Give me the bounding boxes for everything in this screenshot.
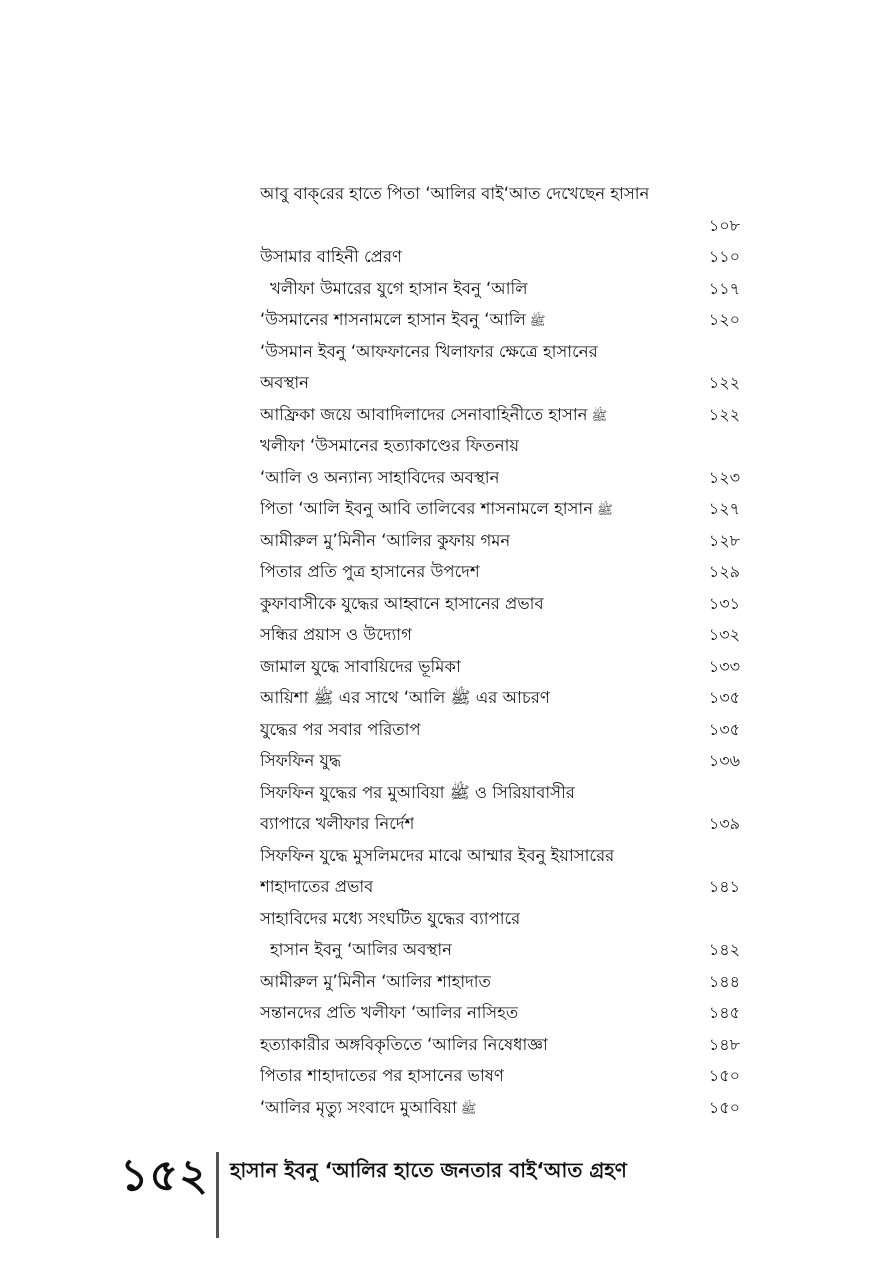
toc-entry-title: আমীরুল মু’মিনীন ‘আলির শাহাদাত [260,971,491,991]
running-title: হাসান ইবনু ‘আলির হাতে জনতার বাই‘আত গ্রহণ [230,1158,627,1182]
toc-entry-title: যুদ্ধের পর সবার পরিতাপ [260,719,421,739]
toc-entry [260,273,740,305]
toc-entry [260,241,740,273]
toc-entry-title: ‘উসমানের শাসনামলে হাসান ইবনু ‘আলি [260,310,526,329]
toc-entry-title: অবস্থান [260,373,310,392]
honorific-glyph: ﷺ [591,408,608,424]
toc-line [260,903,740,935]
toc-line [260,966,740,998]
toc-page-number: ১৩৩ [708,656,740,676]
toc-entry [260,682,740,714]
toc-entry [260,588,740,620]
toc-entry-title: পিতা ‘আলি ইবনু আবি তালিবের শাসনামলে হাসান [260,499,594,518]
toc-page-number: ১৩১ [708,593,740,613]
toc-entry-title: ‘আলি ও অন্যান্য সাহাবিদের অবস্থান [260,467,500,487]
toc-entry-title: আফ্রিকা জয়ে আবাদিলাদের সেনাবাহিনীতে হাসান [260,404,588,424]
toc-entry [260,777,740,840]
toc-entry [260,336,740,399]
toc-line [260,273,740,305]
toc-line [260,430,740,462]
toc-line [260,367,740,399]
toc-page-number: ১৪৮ [708,1034,740,1054]
toc-page-number: ১৫০ [708,1066,740,1085]
toc-page-number: ১২৩ [708,467,740,487]
toc-line [260,1060,740,1092]
toc-page-number: ১২৮ [708,530,740,550]
toc-page-number: ১২৭ [708,499,740,518]
toc-line [260,399,740,431]
table-of-contents [260,178,740,1123]
toc-page-number: ১২২ [708,404,740,424]
toc-entry [260,714,740,746]
toc-page-number: ১২৯ [708,562,740,581]
toc-entry [260,966,740,998]
toc-line [260,840,740,872]
honorific-glyph: ﷺ [460,1101,477,1117]
toc-page-number: ১২০ [708,310,740,329]
toc-entry-title: আমীরুল মু’মিনীন ‘আলির কুফায় গমন [260,530,511,550]
toc-entry-title: ‘আলির মৃত্যু সংবাদে মুআবিয়া [260,1097,457,1117]
toc-entry-title: পিতার শাহাদাতের পর হাসানের ভাষণ [260,1066,504,1085]
toc-line [260,462,740,494]
toc-line [260,934,740,966]
toc-line [260,1029,740,1061]
toc-page-number: ১৩৯ [708,814,740,833]
toc-entry-title: পিতার প্রতি পুত্র হাসানের উপদেশ [260,562,480,581]
toc-entry [260,493,740,525]
toc-entry-title: হত্যাকারীর অঙ্গবিকৃতিতে ‘আলির নিষেধাজ্ঞা [260,1034,548,1054]
toc-page-number: ১৩৫ [708,688,740,707]
toc-page-number: ১৪২ [708,940,740,959]
toc-entry-title: সন্ধির প্রয়াস ও উদ্যোগ [260,625,412,644]
toc-entry-title: হাসান ইবনু ‘আলির অবস্থান [270,940,452,959]
toc-line [260,210,740,242]
toc-page-number: ১৪১ [708,877,740,896]
page-footer [120,1142,820,1242]
toc-page-number: ১৪৫ [708,1003,740,1022]
toc-entry [260,651,740,683]
toc-line [260,304,740,336]
toc-entry-title: শাহাদাতের প্রভাব [260,877,374,896]
toc-page-number: ১৩৬ [708,751,740,770]
toc-line [260,336,740,368]
toc-line [260,871,740,903]
toc-line [260,241,740,273]
toc-line [260,808,740,840]
toc-entry [260,1092,740,1124]
toc-entry-title: আবু বাক্‌রের হাতে পিতা ‘আলির বাই‘আত দেখেছেন হাসান [260,184,650,203]
toc-line [260,682,740,714]
toc-entry-title: সিফফিন যুদ্ধের পর মুআবিয়া ﷺ ও সিরিয়াবাসীর [260,782,575,802]
toc-entry [260,1060,740,1092]
toc-entry-title: সন্তানদের প্রতি খলীফা ‘আলির নাসিহত [260,1003,519,1022]
toc-entry [260,556,740,588]
toc-page-number: ১১৭ [708,278,740,298]
toc-entry [260,430,740,493]
toc-line [260,997,740,1029]
toc-entry [260,178,740,241]
toc-entry [260,1029,740,1061]
footer-divider [216,1152,219,1238]
honorific-glyph: ﷺ [597,503,613,518]
toc-entry-title: ব্যাপারে খলীফার নির্দেশ [260,814,415,833]
toc-line [260,493,740,525]
toc-page-number: ১১০ [708,247,740,266]
toc-line [260,588,740,620]
toc-line [260,1092,740,1124]
toc-line [260,745,740,777]
toc-line [260,619,740,651]
toc-page-number: ১৩৫ [708,719,740,739]
toc-page-number: ১৪৪ [708,971,740,991]
toc-entry-title: ‘উসমান ইবনু ‘আফফানের খিলাফার ক্ষেত্রে হাসানের [260,341,598,361]
toc-entry-title: খলীফা ‘উসমানের হত্যাকাণ্ডের ফিতনায় [260,436,520,455]
toc-entry-title: সিফফিন যুদ্ধে মুসলিমদের মাঝে আম্মার ইবনু ইয়াসারের [260,845,615,865]
toc-entry-title: সিফফিন যুদ্ধ [260,751,342,770]
toc-line [260,651,740,683]
toc-entry-title: কুফাবাসীকে যুদ্ধের আহ্বানে হাসানের প্রভাব [260,593,544,613]
toc-entry [260,619,740,651]
toc-entry-title: উসামার বাহিনী প্রেরণ [260,247,403,266]
toc-entry [260,399,740,431]
toc-line [260,777,740,809]
toc-entry-title: আয়িশা ﷺ এর সাথে ‘আলি ﷺ এর আচরণ [260,688,550,707]
toc-entry [260,304,740,336]
toc-entry [260,997,740,1029]
honorific-glyph: ﷺ [529,314,546,329]
toc-page-number: ১৫০ [708,1097,740,1117]
toc-entry-title: সাহাবিদের মধ্যে সংঘটিত যুদ্ধের ব্যাপারে [260,908,521,928]
toc-entry [260,745,740,777]
toc-entry [260,903,740,966]
toc-entry-title: খলীফা উমারের যুগে হাসান ইবনু ‘আলি [270,278,528,298]
toc-line [260,556,740,588]
toc-page-number: ১০৮ [708,215,740,235]
toc-line [260,525,740,557]
toc-page-number: ১২২ [708,373,740,392]
toc-page-number: ১৩২ [708,625,740,644]
toc-entry [260,840,740,903]
toc-line [260,178,740,210]
toc-entry [260,525,740,557]
toc-entry-title: জামাল যুদ্ধে সাবায়িদের ভূমিকা [260,656,461,676]
page-number: ১৫২ [120,1150,209,1201]
toc-line [260,714,740,746]
